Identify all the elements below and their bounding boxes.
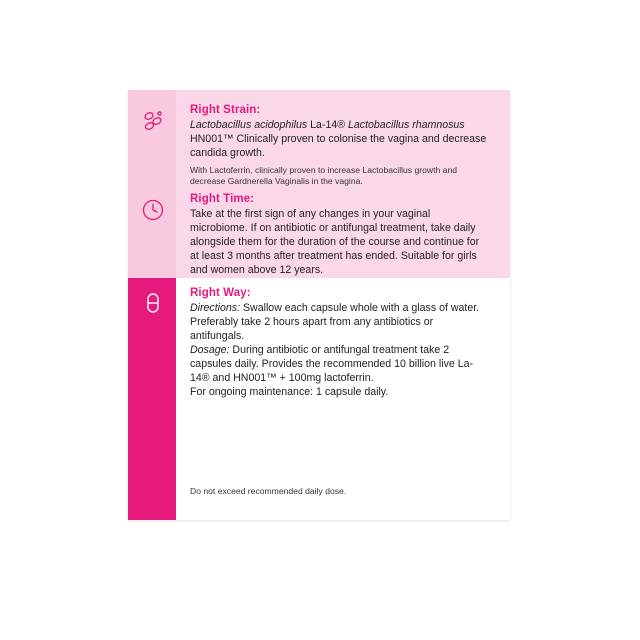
section-right-time bbox=[190, 193, 490, 277]
section-fineprint: With Lactoferrin, clinically proven to increase Lactobacillus growth and decrease Gardnerella Vaginalis in the vagina. bbox=[190, 165, 458, 187]
product-box bbox=[128, 90, 510, 520]
section-heading: Right Time: bbox=[190, 193, 255, 205]
capsule-icon bbox=[140, 290, 166, 316]
section-right-way bbox=[190, 287, 490, 400]
bacteria-icon bbox=[140, 108, 166, 134]
section-heading: Right Strain: bbox=[190, 104, 261, 116]
clock-icon bbox=[140, 197, 166, 223]
section-body: Lactobacillus acidophilus La-14® Lactobacillus rhamnosus HN001™ Clinically proven to colonise the vagina and decrease candida growth. bbox=[190, 119, 487, 160]
section-heading: Right Way: bbox=[190, 287, 251, 299]
dosage-footnote: Do not exceed recommended daily dose. bbox=[190, 486, 347, 496]
section-right-strain bbox=[190, 104, 490, 188]
section-body: Directions: Swallow each capsule whole with a glass of water. Preferably take 2 hours apart from any antibiotics or antifungals. Dosage: During antibiotic or antifungal treatment take 2 capsules daily. Provides the recommended 10 billion live La-14® and HN001™ + 100mg lactoferrin. For ongoing maintenance: 1 capsule daily. bbox=[190, 302, 480, 399]
section-body: Take at the first sign of any changes in your vaginal microbiome. If on antibiotic or antifungal treatment, take daily alongside them for the duration of the course and continue for at least 3 months after treatment has ended. Suitable for girls and women above 12 years. bbox=[190, 208, 480, 277]
